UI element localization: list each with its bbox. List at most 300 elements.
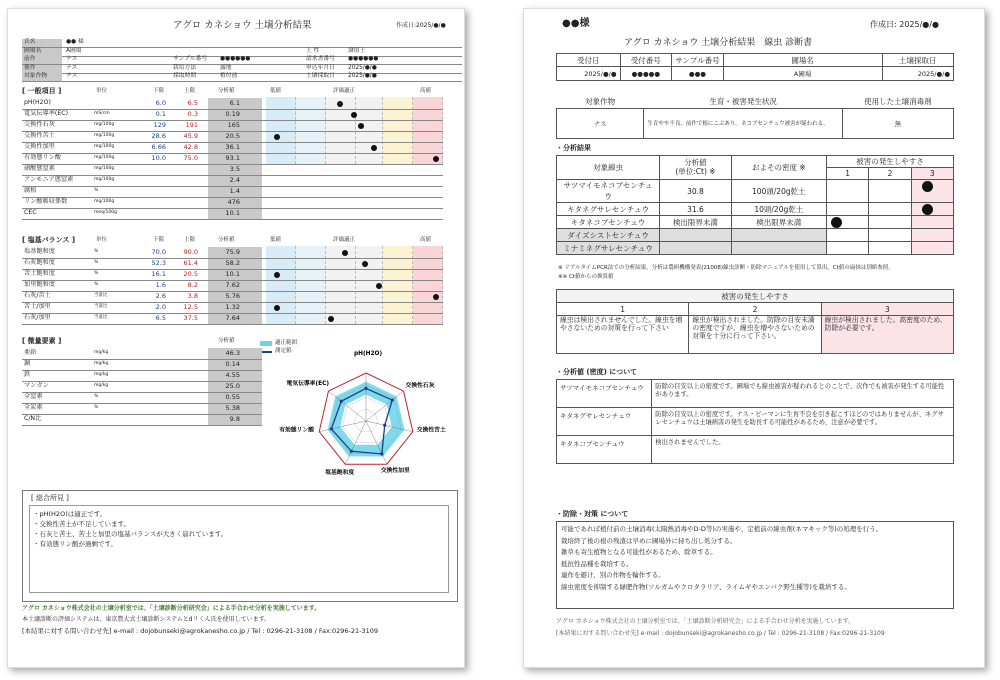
evaluation-dot [274, 305, 280, 311]
row-rule [22, 186, 443, 187]
footer-note-2: 本土壌診断の評価システムは、東京農大式土壌診断システムとdリくん氏を使用しています。 [22, 616, 271, 623]
row-upper: 75.0 [183, 154, 198, 162]
row-rule [22, 302, 443, 303]
row-upper: 0.3 [187, 110, 198, 118]
upper-header: 上限 [184, 88, 196, 94]
nematode-name: キタネグサレセンチュウ [557, 203, 660, 216]
report-title: アグロ カネショウ 土壌分析結果 [173, 20, 312, 31]
risk-title: 被害の発生しやすさ [557, 290, 954, 303]
row-lower: 28.6 [151, 132, 166, 140]
info-label: 採取時期 [173, 73, 197, 79]
row-name: 苦土飽和度 [24, 270, 55, 277]
row-lower: 129 [153, 121, 166, 129]
row-name: C/N比 [24, 415, 42, 422]
value-header: 分析値 [218, 237, 235, 243]
row-value: 1.32 [225, 303, 240, 311]
risk-cell [911, 242, 953, 255]
row-value: 93.1 [225, 154, 240, 162]
row-unit: mg/100g [94, 155, 115, 160]
row-name: 硝酸態窒素 [24, 165, 55, 172]
nematode-density: 100頭/20g乾土 [731, 180, 826, 203]
row-lower: 2.6 [155, 292, 166, 300]
risk-cell [826, 216, 868, 229]
info-value: 2025/●/● [348, 73, 377, 79]
row-name: 鉄 [24, 371, 31, 378]
row-rule [22, 175, 443, 176]
row-rule [22, 324, 443, 325]
row-value: 3.5 [229, 165, 240, 173]
row-lower: 6.5 [155, 314, 166, 322]
control-line: 線虫密度を抑制する緑肥作物(ソルガムやクロタラリア、ライムギやエンバク野生種等)を栽培する。 [561, 582, 851, 591]
row-name: 塩基飽和度 [24, 248, 55, 255]
row-value: 0.19 [225, 110, 240, 118]
row-upper: 3.8 [187, 292, 198, 300]
row-name: 石灰/苦土 [24, 292, 51, 299]
section-title: [ 一般項目 ] [22, 87, 62, 95]
lower-header: 下限 [153, 237, 165, 243]
nematode-value: 30.8 [660, 180, 731, 203]
row-name: アンモニア態窒素 [24, 176, 74, 183]
risk-table [556, 289, 954, 354]
row-upper: 8.2 [187, 281, 198, 289]
risk-cell [826, 242, 868, 255]
row-upper: 191 [185, 121, 198, 129]
row-value: 75.9 [225, 248, 240, 256]
row-value: 5.76 [225, 292, 240, 300]
nematode-diagnosis-page [523, 8, 985, 668]
risk-cell [911, 203, 953, 216]
row-name: 腐植 [24, 187, 37, 194]
row-value: 9.8 [229, 415, 240, 423]
summary-line: ・石灰と苦土、苦土と加里の塩基バランスが大きく崩れています。 [33, 530, 228, 538]
evaluation-dot [433, 156, 439, 162]
risk-level: 3 [821, 303, 953, 316]
level-header: 1 [826, 168, 868, 180]
scale-high-label: 高値 [420, 237, 432, 243]
client-name: ●●様 [562, 18, 590, 29]
row-unit: % [94, 260, 99, 265]
info-value: ●●●●●● [348, 56, 379, 62]
nematode-density [731, 229, 826, 242]
row-value: 6.1 [229, 99, 240, 107]
row-value: 5.38 [225, 404, 240, 412]
row-unit: 当量比 [94, 304, 108, 309]
row-rule [22, 219, 443, 220]
density-title: ・分析値 (密度) について [556, 368, 638, 376]
row-name: マンガン [24, 382, 49, 389]
risk-description: 線虫が検出されました。防除の目安未満の密度ですが、線虫を増やさないための対策を十分に行って下さい。 [689, 316, 821, 354]
unit-header: 単位 [96, 88, 108, 94]
legend-measured-label: 測定値 [275, 348, 292, 354]
upper-header: 上限 [184, 237, 196, 243]
level-header: 3 [911, 168, 953, 180]
risk-dot [922, 204, 933, 215]
reception-header: 土壌採取日 [882, 54, 953, 67]
row-unit: mg/kg [94, 361, 109, 366]
info-rule [22, 73, 462, 74]
risk-description: 線虫が検出されました。高密度のため、防除が必要です。 [821, 316, 953, 354]
nematode-density: 10頭/20g乾土 [731, 203, 826, 216]
row-unit: 当量比 [94, 293, 108, 298]
row-value: 10.1 [225, 270, 240, 278]
radar-svg [260, 339, 460, 489]
row-lower: 1.6 [155, 281, 166, 289]
row-value: 10.1 [225, 209, 240, 217]
row-value: 7.64 [225, 314, 240, 322]
row-unit: % [94, 271, 99, 276]
evaluation-dot [274, 134, 280, 140]
nematode-value [660, 242, 731, 255]
crop-value: 生育やや不良、前作で根にこぶあり。ネコブセンチュウ被害が疑われる。 [644, 108, 843, 138]
control-line: 抵抗性品種を栽培する。 [561, 559, 633, 568]
control-title: ・防除・対策 について [556, 510, 629, 518]
footer-contact: [本結果に対する問い合わせ先] e-mail : dojobunseki@agrokanesho.co.jp / Tel : 0296-21-3108 / Fax:0296-21-3109 [22, 627, 379, 635]
evaluation-dot [328, 316, 334, 322]
summary-line: ・pH(H2O)は適正です。 [33, 510, 107, 518]
nematode-value: 31.6 [660, 203, 731, 216]
report-date: 作成日:2025/●/● [396, 22, 446, 29]
info-rule [22, 64, 462, 65]
crop-value: 無 [842, 108, 953, 138]
reception-value: 2025/●/● [882, 67, 953, 81]
level-header: 2 [869, 168, 911, 180]
crop-header: 使用した土壌消毒剤 [864, 96, 932, 106]
scale-mid-label: 評価適正 [333, 237, 356, 243]
row-upper: 12.5 [183, 303, 198, 311]
risk-cell [826, 203, 868, 216]
control-box [556, 521, 954, 609]
reception-value: A圃場 [723, 67, 882, 81]
radar-chart [260, 339, 460, 489]
value-header: 分析値 [218, 338, 235, 344]
row-lower: 6.66 [151, 143, 166, 151]
section-title: [ 塩基バランス ] [22, 236, 76, 244]
radar-point [364, 387, 367, 390]
row-rule [22, 359, 262, 360]
radar-point [391, 398, 394, 401]
summary-inner [29, 505, 449, 593]
row-name: pH(H2O) [24, 99, 51, 106]
scale-high-label: 高値 [420, 88, 432, 94]
results-title: ・分析結果 [556, 144, 591, 152]
radar-label: 有効態リン酸 [279, 427, 315, 434]
results-note-1: ※ リアルタイムPCR法での分析結果。分析は農研機構発表(21008)線虫診断・防除マニュアルを使用して算出。Ct値の扁抹は別紙参照。 [558, 265, 894, 271]
reception-header: 圃場名 [723, 54, 882, 67]
nematode-name: キタネコブセンチュウ [557, 216, 660, 229]
nematode-name: サツマイモネコブセンチュウ [557, 180, 660, 203]
risk-cell [826, 180, 868, 203]
row-unit: mg/kg [94, 372, 109, 377]
density-name: キタネコブセンチュウ [557, 436, 652, 464]
evaluation-dot [371, 145, 377, 151]
row-rule [22, 258, 443, 259]
reception-header: 受付番号 [620, 54, 672, 67]
risk-cell [869, 242, 911, 255]
info-label: 請求書番号 [306, 56, 335, 62]
info-label: サンプル番号 [173, 56, 208, 62]
row-unit: mg/100g [94, 122, 115, 127]
results-header: およその密度 ※ [731, 156, 826, 180]
info-value: ●●●●●● [220, 56, 251, 62]
info-label: 氏名 [22, 39, 62, 47]
info-label: 土 性 [306, 47, 320, 54]
risk-cell [826, 229, 868, 242]
diagnosis-title: アグロ カネショウ 土壌分析結果 線虫 診断書 [624, 38, 813, 48]
row-unit: mS/cm [94, 111, 110, 116]
row-unit: mg/kg [94, 350, 109, 355]
crop-header: 生育・被害発生状況 [709, 96, 777, 106]
evaluation-dot [433, 294, 439, 300]
footer-note-1: アグロ カネショウ株式会社の土壌分析室では、「土壌診断分析研究会」による手合わせ分析を実施しています。 [22, 605, 321, 612]
radar-label: pH(H2O) [354, 351, 383, 357]
row-lower: 52.3 [151, 259, 166, 267]
row-value: 4.55 [225, 371, 240, 379]
info-value: ナス [66, 56, 78, 62]
radar-label: 交換性石灰 [405, 383, 435, 390]
row-unit: mg/100g [94, 133, 115, 138]
reception-table [556, 53, 954, 81]
row-value: 36.1 [225, 143, 240, 151]
evaluation-dot [351, 112, 357, 118]
info-value: ナス [66, 73, 78, 79]
radar-label: 交換性加里 [380, 468, 410, 475]
control-line: 連作を避け、別の作物を輪作する。 [561, 571, 665, 579]
reception-header: サンプル番号 [672, 54, 724, 67]
row-upper: 61.4 [183, 259, 198, 267]
risk-cell [869, 216, 911, 229]
row-value: 7.62 [225, 281, 240, 289]
p2-footer-note: アグロ カネショウ株式会社の土壌分析室では、「土壌診断分析研究会」による手合わせ分析を実施しています。 [556, 618, 855, 625]
row-name: 交換性石灰 [24, 121, 55, 128]
row-rule [22, 197, 443, 198]
density-comment: 検出されませんでした。 [652, 436, 954, 464]
row-rule [22, 120, 443, 121]
nematode-name: ダイズシストセンチュウ [557, 229, 660, 242]
info-value: ナス [66, 64, 78, 71]
crop-status-table [556, 95, 954, 139]
scale-low-label: 低値 [270, 88, 282, 94]
row-rule [22, 370, 262, 371]
summary-line: ・有効態リン酸が過剰です。 [33, 540, 117, 548]
scale-low-label: 低値 [270, 237, 282, 243]
control-line: 栽培終了後の根の残渣は早めに圃場外に持ち出し処分する。 [561, 536, 737, 545]
reception-value: 2025/●/● [557, 67, 621, 81]
row-name: 亜鉛 [24, 349, 37, 356]
info-value: A圃場 [66, 47, 82, 54]
row-rule [22, 142, 443, 143]
risk-cell [911, 229, 953, 242]
row-name: 石灰飽和度 [24, 259, 55, 266]
summary-line: ・交換性苦土が不足しています。 [33, 520, 130, 528]
row-lower: 16.1 [151, 270, 166, 278]
row-rule [22, 269, 443, 270]
info-value: ●● 様 [66, 39, 84, 45]
info-label: 前作 [22, 56, 62, 64]
radar-point [383, 424, 386, 427]
info-value: 植付前 [220, 73, 238, 79]
soil-analysis-report-page [7, 8, 465, 668]
row-lower: 0.1 [155, 110, 166, 118]
info-label: 圃場名 [22, 48, 62, 56]
row-name: CEC [24, 209, 37, 216]
control-line: 可能であれば植付前の土壌消毒(太陽熱消毒やD-D等)の実施や、定植前の線虫剤(ネマキック等)の処理を行う。 [561, 525, 883, 533]
density-comment: 防除の目安以上の密度です。ナス・ピーマンに生育不良を引き起こすほどのではありませんが、ネグサレセンチュウは土壌病害の発生を助長する可能性があるため、注意が必要です。 [652, 408, 954, 436]
risk-cell [911, 216, 953, 229]
info-label: 対象作物 [22, 73, 62, 81]
info-label: 後作 [22, 65, 62, 73]
row-rule [22, 392, 262, 393]
nematode-name: ミナミネグサレセンチュウ [557, 242, 660, 255]
density-name: サツマイモネコブセンチュウ [557, 380, 652, 408]
evaluation-dot [358, 123, 364, 129]
row-value: 2.4 [229, 176, 240, 184]
row-rule [22, 414, 262, 415]
radar-label: 塩基飽和度 [325, 470, 355, 477]
results-header: 対象線虫 [557, 156, 660, 180]
row-value: 476 [227, 198, 240, 206]
risk-description: 線虫は検出されませんでした。線虫を増やさないための対策を行って下さい [557, 316, 689, 354]
risk-dot [831, 217, 842, 228]
info-label: 栽培方法 [173, 64, 197, 71]
nematode-value [660, 229, 731, 242]
row-unit: % [94, 394, 99, 399]
row-rule [22, 313, 443, 314]
row-name: 電気伝導率(EC) [24, 110, 68, 117]
row-rule [22, 164, 443, 165]
created-date: 作成日: 2025/●/● [870, 20, 939, 29]
row-upper: 90.0 [183, 248, 198, 256]
row-value: 0.14 [225, 360, 240, 368]
p2-footer-contact: [本結果に対する問い合わせ先] e-mail : dojobunseki@agrokanesho.co.jp / Tel : 0296-21-3108 / Fax:0296-21-3109 [556, 630, 885, 637]
crop-value: ナス [557, 108, 644, 138]
row-upper: 20.5 [183, 270, 198, 278]
row-rule [22, 153, 443, 154]
value-header: 分析値 [218, 88, 235, 94]
row-name: 交換性加里 [24, 143, 55, 150]
radar-label: 電気伝導率(EC) [286, 381, 329, 388]
crop-header: 対象作物 [585, 96, 616, 106]
radar-point [350, 450, 353, 453]
density-comment: 防除の目安以上の密度です。圃場でも線虫被害が疑われるとのことで、次作でも被害が発生する可能性があります。 [652, 380, 954, 408]
row-name: 銅 [24, 360, 31, 367]
row-rule [22, 425, 262, 426]
row-value: 25.0 [225, 382, 240, 390]
row-name: 石灰/加里 [24, 314, 51, 321]
scale-mid-label: 評価適正 [333, 88, 356, 94]
info-value: 2025/●/● [348, 64, 377, 71]
evaluation-dot [337, 101, 343, 107]
reception-value: ●●●●● [620, 67, 672, 81]
radar-point [340, 400, 343, 403]
row-unit: mg/100g [94, 199, 115, 204]
row-rule [22, 291, 443, 292]
row-name: 全窒素 [24, 393, 43, 400]
row-rule [22, 131, 443, 132]
row-value: 58.2 [225, 259, 240, 267]
row-upper: 37.5 [183, 314, 198, 322]
radar-point [330, 427, 333, 430]
row-value: 46.3 [225, 349, 240, 357]
row-rule [22, 208, 443, 209]
row-value: 1.4 [229, 187, 240, 195]
nematode-density [731, 242, 826, 255]
legend-range-label: 適正範囲 [275, 340, 298, 346]
row-value: 0.55 [225, 393, 240, 401]
risk-level: 2 [689, 303, 821, 316]
row-name: リン酸吸収係数 [24, 198, 68, 205]
row-upper: 6.5 [187, 99, 198, 107]
row-lower: 70.0 [151, 248, 166, 256]
row-value: 20.5 [225, 132, 240, 140]
row-lower: 10.0 [151, 154, 166, 162]
row-unit: 当量比 [94, 315, 108, 320]
row-lower: 6.0 [155, 99, 166, 107]
density-table [556, 379, 954, 464]
row-rule [22, 403, 262, 404]
info-rule [22, 47, 462, 48]
nematode-density: 検出限界未満 [731, 216, 826, 229]
risk-cell [911, 180, 953, 203]
lower-header: 下限 [153, 88, 165, 94]
row-unit: mg/100g [94, 166, 115, 171]
density-name: キタネグサレセンチュウ [557, 408, 652, 436]
info-value: 壌埴土 [348, 47, 366, 54]
row-rule [22, 109, 443, 110]
row-name: 苦土/加里 [24, 303, 51, 310]
summary-title: [ 総合所見 ] [31, 494, 69, 502]
reception-value: ●●● [672, 67, 724, 81]
row-lower: 2.0 [155, 303, 166, 311]
results-header: 被害の発生しやすさ [826, 156, 953, 168]
risk-cell [869, 180, 911, 203]
row-name: 交換性苦土 [24, 132, 55, 139]
row-unit: mg/100g [94, 177, 115, 182]
row-unit: % [94, 282, 99, 287]
risk-level: 1 [557, 303, 689, 316]
row-name: 全炭素 [24, 404, 43, 411]
row-unit: % [94, 249, 99, 254]
radar-label: 交換性苦土 [416, 427, 446, 434]
row-unit: mg/100g [94, 144, 115, 149]
row-name: 加里飽和度 [24, 281, 55, 288]
control-line: 雑草も寄生植物となる可能性があるため、除草する。 [561, 548, 717, 556]
radar-point [380, 452, 383, 455]
row-unit: meq/100g [94, 210, 117, 215]
info-value: 露地 [220, 64, 232, 71]
row-name: 有効態リン酸 [24, 154, 62, 161]
info-label: 土壌採取日 [306, 73, 335, 79]
summary-box [22, 490, 458, 602]
row-upper: 45.9 [183, 132, 198, 140]
results-table [556, 155, 954, 255]
results-note-2: ※※ Ct値からの換算値 [558, 274, 614, 280]
row-value: 165 [227, 121, 240, 129]
row-unit: % [94, 188, 99, 193]
row-rule [22, 381, 262, 382]
evaluation-dot [362, 261, 368, 267]
risk-cell [869, 203, 911, 216]
row-unit: % [94, 405, 99, 410]
risk-dot [922, 181, 933, 192]
reception-header: 受付日 [557, 54, 621, 67]
risk-cell [869, 229, 911, 242]
row-unit: mg/kg [94, 383, 109, 388]
row-rule [22, 280, 443, 281]
results-header: 分析値 (単位:Ct) ※ [660, 156, 731, 180]
evaluation-dot [274, 272, 280, 278]
nematode-value: 検出限界未満 [660, 216, 731, 229]
row-upper: 42.8 [183, 143, 198, 151]
